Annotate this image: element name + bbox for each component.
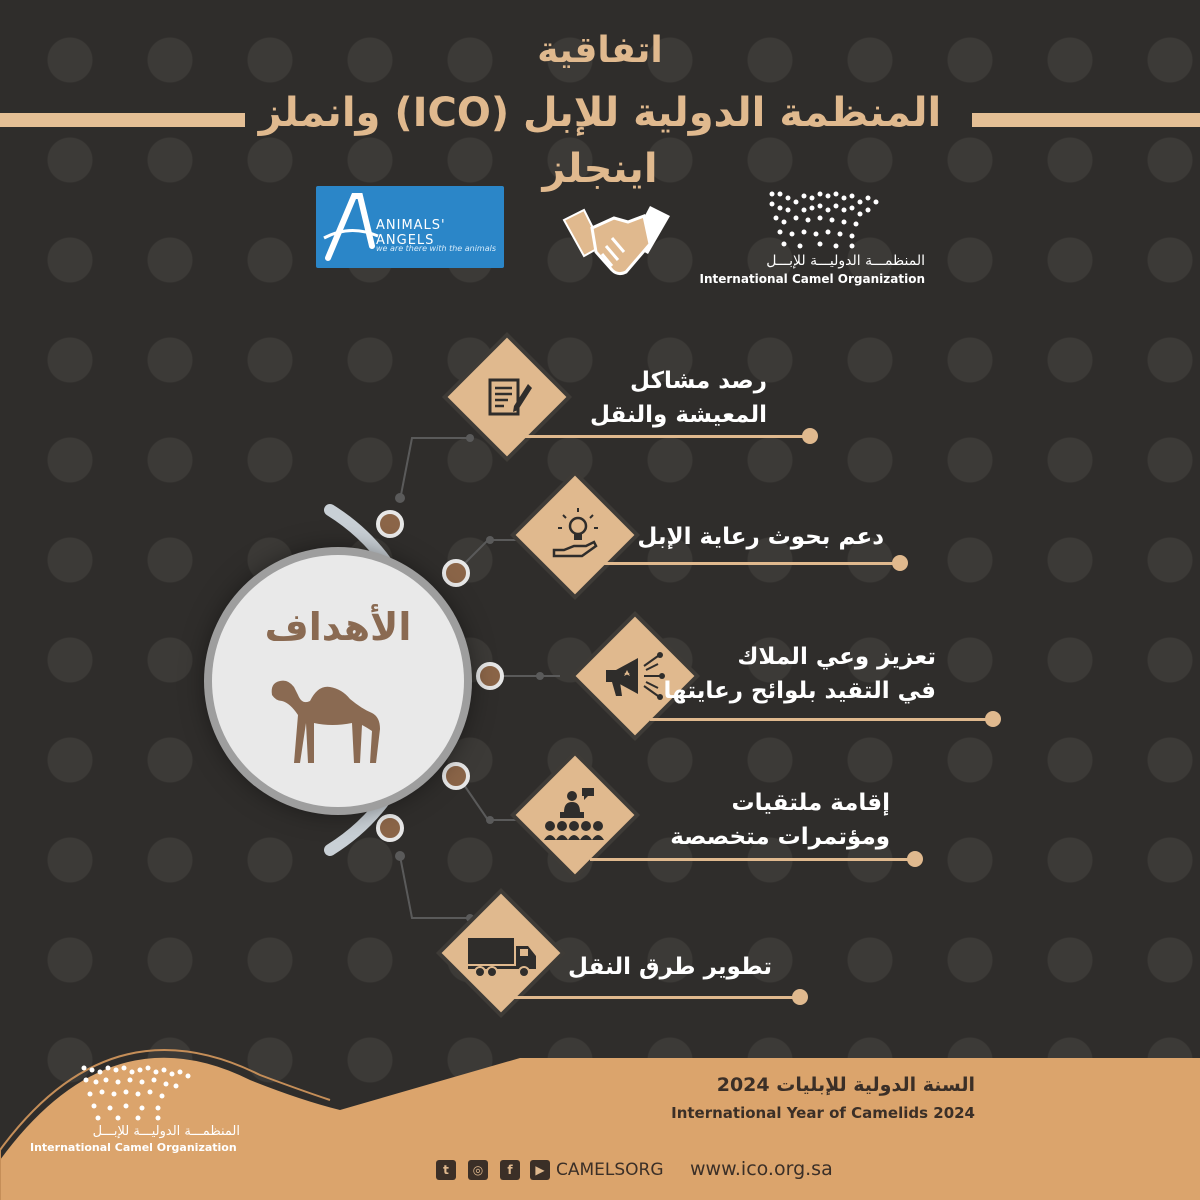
instagram-icon[interactable]: ◎ xyxy=(468,1160,488,1180)
website-link[interactable]: www.ico.org.sa xyxy=(690,1158,833,1180)
goals-label: الأهداف xyxy=(264,605,412,649)
goal-1-line2: المعيشة والنقل xyxy=(590,402,767,428)
year-camelids-arabic: السنة الدولية للإبليات 2024 xyxy=(716,1074,975,1096)
goal-2-line1: دعم بحوث رعاية الإبل xyxy=(637,524,884,550)
goal-1-line1: رصد مشاكل xyxy=(630,368,767,394)
ico-name-arabic: المنظمـــة الدوليـــة للإبـــل xyxy=(766,253,925,269)
title-line2: المنظمة الدولية للإبل (ICO) وانملز اينجلز xyxy=(258,90,942,192)
goal-3-line2: في التقيد بلوائح رعايتها xyxy=(663,678,936,704)
footer-ico-arabic: المنظمـــة الدوليـــة للإبـــل xyxy=(92,1124,240,1139)
goal-5-line1: تطوير طرق النقل xyxy=(568,954,772,980)
twitter-icon[interactable]: t xyxy=(436,1160,456,1180)
title-line1: اتفاقية xyxy=(537,30,663,71)
goal-3-line1: تعزيز وعي الملاك xyxy=(737,644,936,670)
footer-ico-english: International Camel Organization xyxy=(30,1141,237,1154)
animals-angels-name: ANIMALS' ANGELS xyxy=(376,218,446,248)
facebook-icon[interactable]: f xyxy=(500,1160,520,1180)
social-handle[interactable]: CAMELSORG xyxy=(556,1160,664,1180)
year-camelids-english: International Year of Camelids 2024 xyxy=(671,1104,975,1122)
ico-name-english: International Camel Organization xyxy=(699,272,925,286)
animals-angels-tagline: we are there with the animals xyxy=(376,244,497,253)
youtube-icon[interactable]: ▶ xyxy=(530,1160,550,1180)
goal-4-line2: ومؤتمرات متخصصة xyxy=(670,824,890,850)
ico-footer-dot-icon xyxy=(70,1062,200,1122)
goal-4-line1: إقامة ملتقيات xyxy=(731,790,890,816)
